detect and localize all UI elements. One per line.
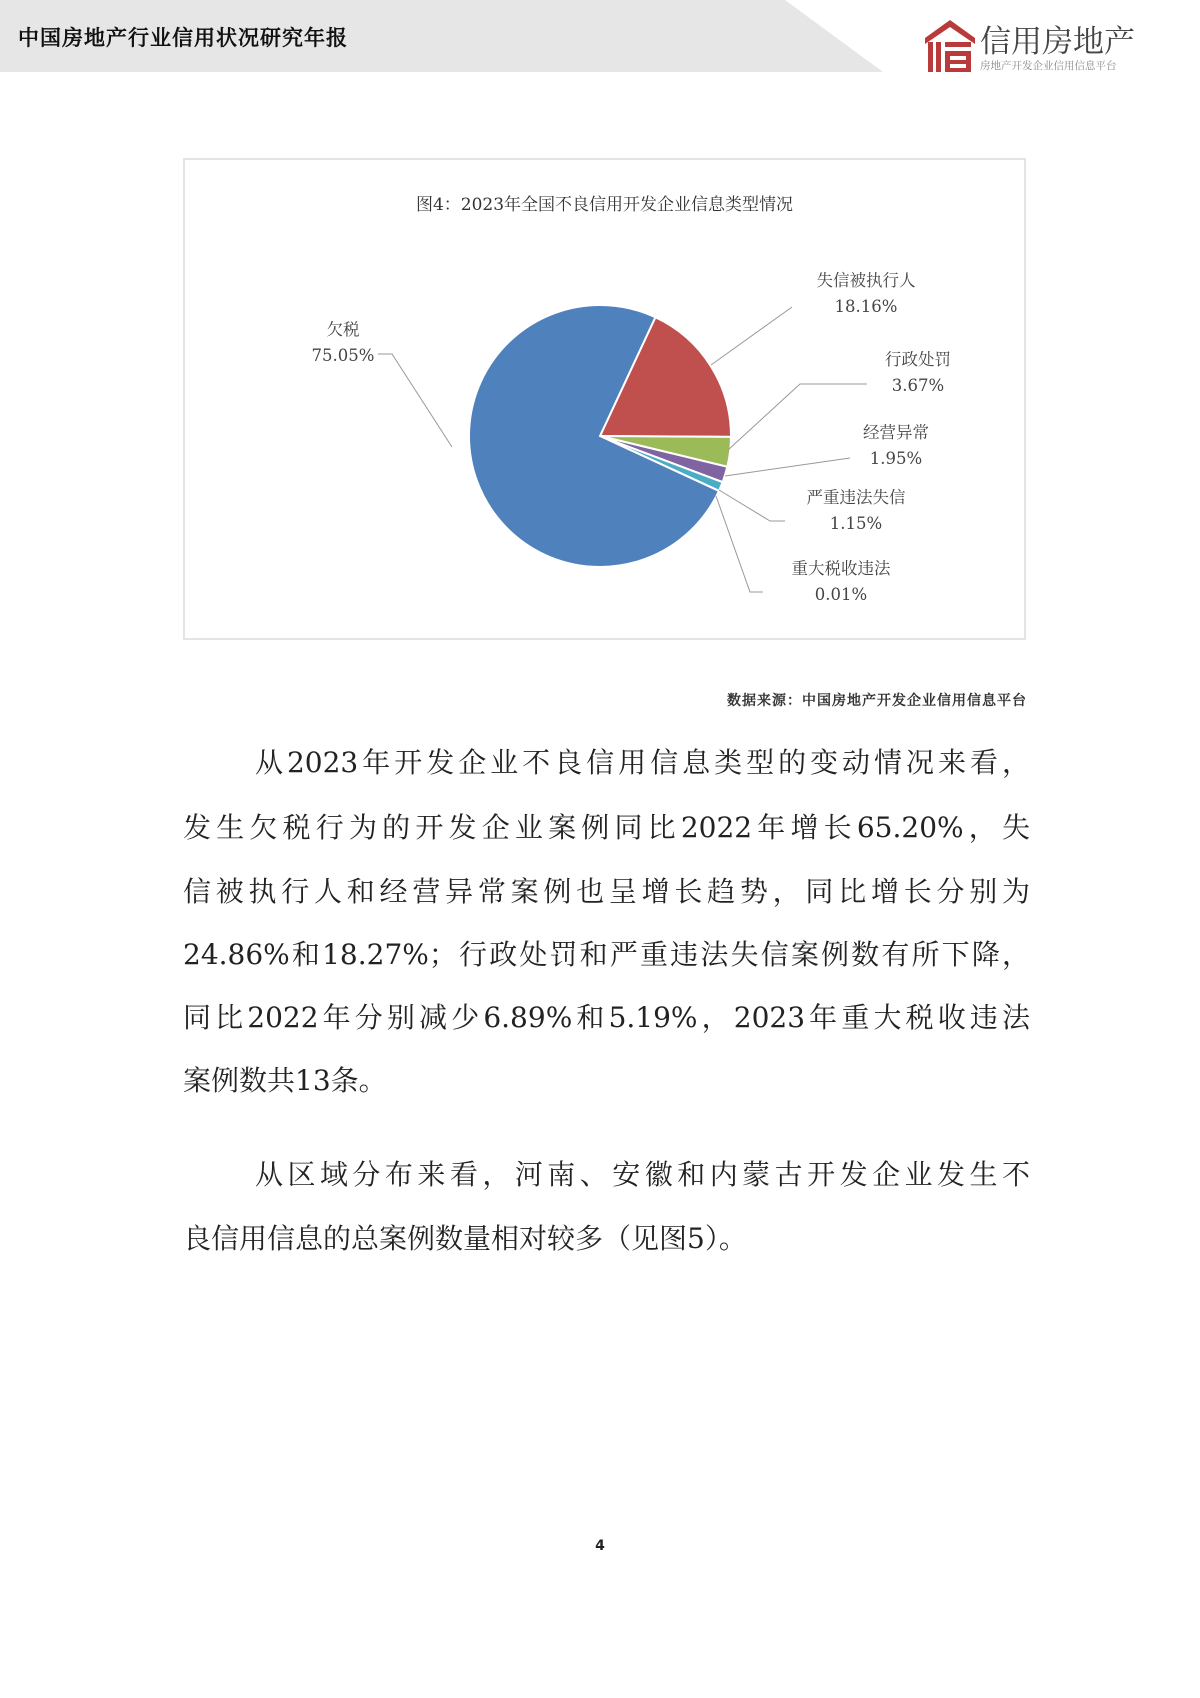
text-line: 发生欠税行为的开发企业案例同比2022年增长65.20%，失 [183,811,1030,844]
text-line: 从区域分布来看，河南、安徽和内蒙古开发企业发生不 [255,1158,1030,1191]
text-line: 案例数共13条。 [183,1064,387,1097]
slice-name: 行政处罚 [885,350,951,369]
slice-value: 1.95% [869,449,923,468]
slice-name: 经营异常 [863,423,929,442]
slice-label [771,556,911,608]
slice-value: 0.01% [814,585,868,604]
text-line: 从2023年开发企业不良信用信息类型的变动情况来看， [255,746,1030,779]
logo-subtitle: 房地产开发企业信用信息平台 [980,60,1117,72]
slice-label [273,317,413,369]
text-line: 同比2022年分别减少6.89%和5.19%，2023年重大税收违法 [183,1001,1030,1034]
slice-value: 1.15% [829,514,883,533]
slice-value: 75.05% [311,346,375,365]
slice-name: 重大税收违法 [791,559,891,578]
slice-name: 严重违法失信 [806,488,906,507]
slice-label [796,268,936,320]
slice-name: 欠税 [326,320,360,339]
slice-label [786,485,926,537]
text-line: 信被执行人和经营异常案例也呈增长趋势，同比增长分别为 [183,875,1030,908]
report-title: 中国房地产行业信用状况研究年报 [18,26,348,50]
chart-title: 图4：2023年全国不良信用开发企业信息类型情况 [415,195,794,215]
leader-line [716,496,763,592]
text-line: 24.86%和18.27%；行政处罚和严重违法失信案例数有所下降， [183,938,1030,971]
pie-chart [0,0,1200,700]
slice-label [848,347,988,399]
slice-value: 3.67% [891,376,945,395]
data-source: 数据来源：中国房地产开发企业信用信息平台 [727,693,1027,709]
leader-line [719,490,785,521]
slice-name: 失信被执行人 [816,271,916,290]
logo-name: 信用房地产 [980,24,1135,60]
page-number: 4 [595,1538,605,1554]
slice-label [826,420,966,472]
leader-line [711,307,792,365]
text-line: 良信用信息的总案例数量相对较多（见图5）。 [183,1222,747,1255]
slice-value: 18.16% [834,297,898,316]
